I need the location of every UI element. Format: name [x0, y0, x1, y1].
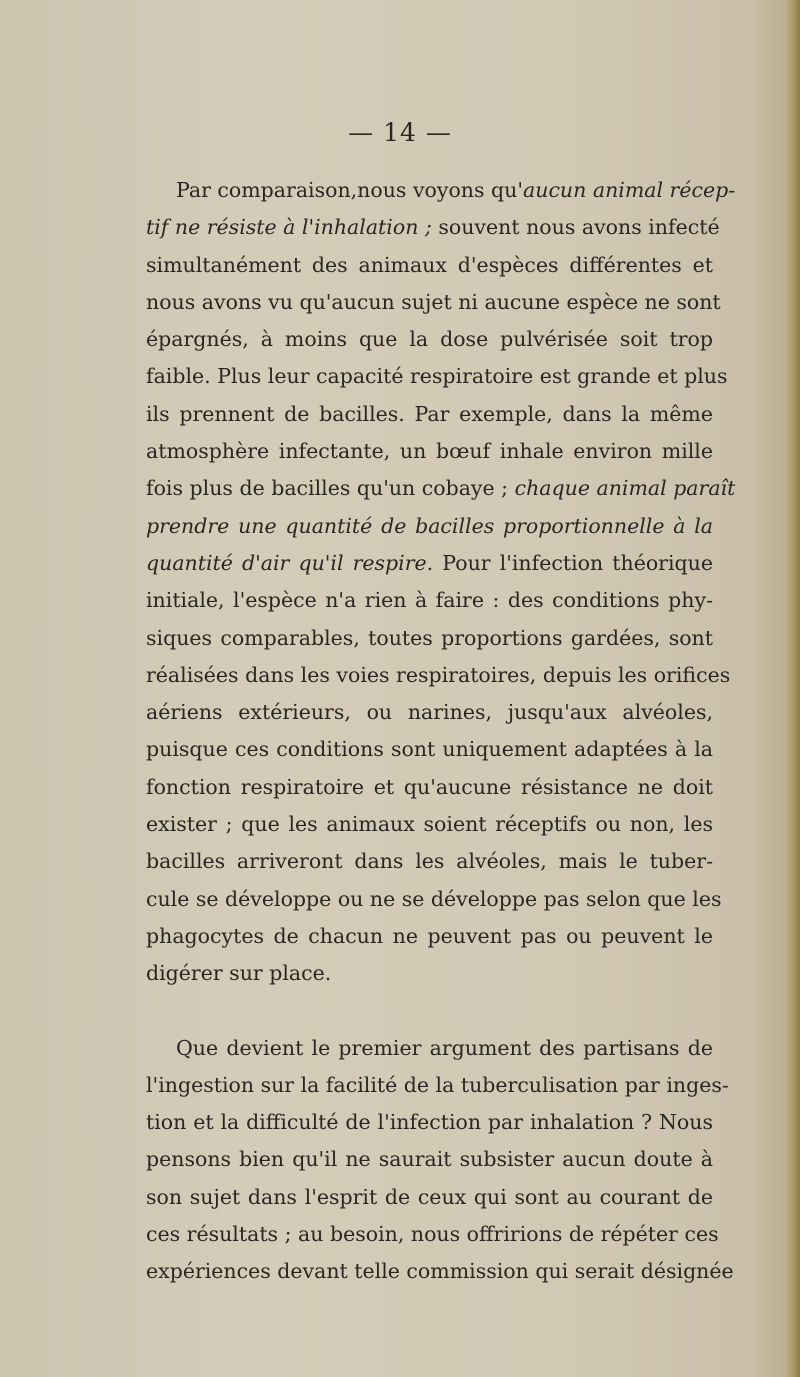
italic-run: chaque animal paraît	[514, 476, 736, 501]
text-line	[146, 620, 713, 657]
text-line	[146, 284, 721, 321]
paragraph	[146, 172, 736, 993]
italic-run: tif ne résiste à l'inhalation ;	[146, 215, 432, 240]
text-line	[146, 396, 713, 433]
text-line	[146, 508, 713, 545]
text-run: souvent nous avons infecté	[431, 215, 720, 240]
paragraph	[146, 1030, 734, 1291]
text-line	[146, 433, 713, 470]
text-run: nous avons vu qu'aucun sujet ni aucune espèce ne sont	[146, 289, 721, 314]
text-line	[146, 247, 713, 284]
body-text	[146, 172, 736, 1291]
text-run: épargnés, à moins que la dose pulvérisée soit trop	[146, 327, 713, 352]
text-line	[146, 321, 713, 358]
italic-run: quantité d'air qu'il respire.	[146, 550, 434, 575]
text-line	[146, 582, 713, 619]
text-run: Que devient le premier argument des partisans de	[176, 1035, 713, 1060]
text-line	[146, 918, 713, 955]
text-run: cule se développe ou ne se développe pas selon que les	[146, 886, 722, 911]
text-run: initiale, l'espèce n'a rien à faire : des conditions phy-	[146, 588, 713, 613]
text-run: phagocytes de chacun ne peuvent pas ou peuvent le	[146, 923, 713, 948]
text-line	[146, 955, 713, 992]
text-line	[146, 1030, 713, 1067]
text-line	[146, 806, 713, 843]
text-line	[146, 769, 713, 806]
text-line	[146, 843, 713, 880]
text-run: Par comparaison,nous voyons qu'	[176, 178, 524, 202]
page-number: — 14 —	[348, 118, 452, 147]
text-run: expériences devant telle commission qui serait désignée	[146, 1259, 734, 1284]
text-line	[146, 1141, 713, 1178]
text-run: fonction respiratoire et qu'aucune résistance ne doit	[146, 774, 713, 799]
text-run: fois plus de bacilles qu'un cobaye ;	[146, 476, 515, 501]
text-line	[146, 1104, 713, 1141]
text-line	[146, 209, 720, 246]
text-run: bacilles arriveront dans les alvéoles, mais le tuber-	[146, 849, 713, 874]
text-run: aériens extérieurs, ou narines, jusqu'aux alvéoles,	[146, 700, 713, 725]
text-run: simultanément des animaux d'espèces différentes et	[146, 252, 713, 277]
text-line	[146, 657, 731, 694]
text-line	[146, 1179, 713, 1216]
text-run: son sujet dans l'esprit de ceux qui sont au courant de	[146, 1184, 713, 1209]
text-run: ces résultats ; au besoin, nous offririons de répéter ces	[146, 1222, 719, 1247]
text-line	[146, 1253, 734, 1290]
italic-run: prendre une quantité de bacilles proportionnelle à la	[146, 513, 713, 538]
text-line	[146, 172, 736, 209]
text-run: digérer sur place.	[146, 961, 332, 986]
text-run: puisque ces conditions sont uniquement adaptées à la	[146, 737, 713, 762]
text-run: siques comparables, toutes proportions gardées, sont	[146, 625, 713, 650]
text-run: réalisées dans les voies respiratoires, depuis les orifices	[146, 662, 731, 687]
text-line	[146, 694, 713, 731]
text-line	[146, 731, 713, 768]
italic-run: aucun animal récep-	[523, 178, 736, 202]
page-edge-shadow	[786, 0, 800, 1377]
text-line	[146, 358, 728, 395]
text-run: tion et la difficulté de l'infection par inhalation ? Nous	[146, 1110, 713, 1135]
text-line	[146, 881, 722, 918]
text-run: Pour l'infection théorique	[433, 550, 713, 575]
text-run: exister ; que les animaux soient réceptifs ou non, les	[146, 812, 713, 837]
text-run: atmosphère infectante, un bœuf inhale environ mille	[146, 439, 713, 464]
text-line	[146, 1067, 729, 1104]
text-run: l'ingestion sur la facilité de la tuberculisation par inges-	[146, 1072, 729, 1097]
text-run: faible. Plus leur capacité respiratoire est grande et plus	[146, 364, 728, 389]
text-line	[146, 545, 713, 582]
text-line	[146, 470, 736, 507]
text-run: pensons bien qu'il ne saurait subsister aucun doute à	[146, 1147, 713, 1172]
text-line	[146, 1216, 719, 1253]
text-run: ils prennent de bacilles. Par exemple, dans la même	[146, 401, 713, 426]
